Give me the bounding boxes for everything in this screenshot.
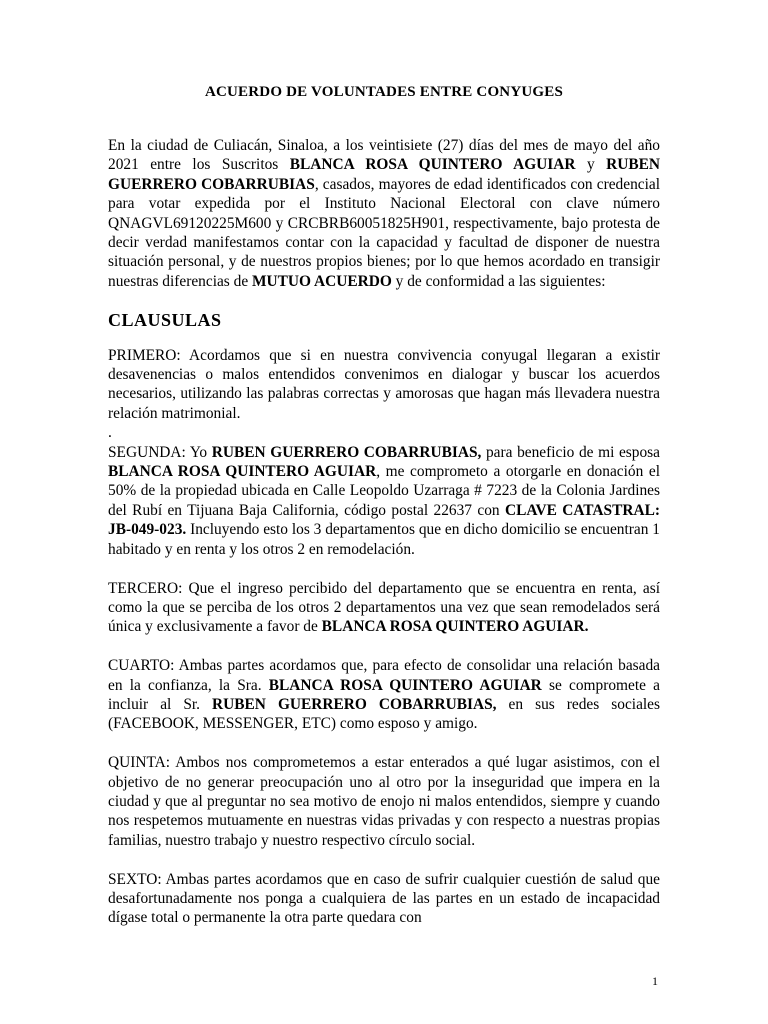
text-run: para beneficio de mi esposa: [481, 443, 660, 461]
clause-primero: [108, 346, 660, 424]
text-run: PRIMERO: Acordamos que si en nuestra convivencia conyugal llegaran a existir desavenencias o malos entendidos convenimos en dialogar y buscar los acuerdos necesarios, utilizando las palabras correctas y amorosas que hagan más llevadera nuestra relación matrimonial.: [108, 346, 660, 422]
document-title: ACUERDO DE VOLUNTADES ENTRE CONYUGES: [204, 84, 564, 100]
bold-text-run: BLANCA ROSA QUINTERO AGUIAR: [289, 156, 576, 174]
bold-text-run: MUTUO ACUERDO: [252, 272, 392, 290]
text-run: QUINTA: Ambos nos comprometemos a estar enterados a qué lugar asistimos, con el objetivo de no generar preocupación uno al otro por la inseguridad que impera en la ciudad y que al preguntar no sea motivo de enojo ni malos entendidos, siempre y cuando nos respetemos mutuamente en nuestras vidas privadas y con respecto a nuestras propias familias, nuestro trabajo y nuestro respectivo círculo social.: [108, 754, 660, 849]
text-run: Incluyendo esto los 3 departamentos que en dicho domicilio se encuentran 1 habitado y en renta y los otros 2 en remodelación.: [108, 521, 660, 558]
bold-text-run: BLANCA ROSA QUINTERO AGUIAR: [268, 676, 542, 694]
bold-text-run: RUBEN GUERRERO COBARRUBIAS,: [212, 695, 497, 713]
clause-tercero: [108, 579, 660, 637]
text-run: CUARTO: Ambas partes acordamos que, para efecto de consolidar una relación basada en la confianza, la Sra.: [108, 657, 660, 694]
clause-cuarto: [108, 656, 660, 734]
text-run: , me comprometo a otorgarle en donación el 50% de la propiedad ubicada en Calle Leopoldo Uzarraga # 7223 de la Colonia Jardines del Rubí en Tijuana Baja California, código postal 22637 con: [108, 463, 660, 519]
text-run: en sus redes sociales (FACEBOOK, MESSENGER, ETC) como esposo y amigo.: [108, 695, 660, 733]
text-run: En la ciudad de Culiacán, Sinaloa, a los veintisiete (27) días del mes de mayo del año 2021 entre los Suscritos: [108, 137, 660, 174]
bold-text-run: CLAVE CATASTRAL: JB-049-023.: [108, 501, 660, 539]
page-number: 1: [652, 974, 658, 988]
document-body: [108, 136, 660, 928]
text-run: SEGUNDA: Yo: [108, 443, 212, 461]
bold-text-run: BLANCA ROSA QUINTERO AGUIAR.: [321, 618, 589, 636]
text-run: y: [575, 156, 607, 174]
intro-paragraph: [108, 136, 660, 291]
text-run: y de conformidad a las siguientes:: [391, 272, 606, 290]
text-run: TERCERO: Que el ingreso percibido del departamento que se encuentra en renta, así como la que se perciba de los otros 2 departamentos una vez que sean remodelados será única y exclusivamente a favor de: [108, 579, 660, 636]
text-run: , casados, mayores de edad identificados con credencial para votar expedida por el Instituto Nacional Electoral con clave número QNAGVL69120225M600 y CRCBRB60051825H901, respectivamente, bajo protesta de decir verdad manifestamos contar con la capacidad y facultad de disponer de nuestra situación personal, y de nuestros propios bienes; por lo que hemos acordado en transigir nuestras diferencias de: [108, 175, 660, 290]
text-run: SEXTO: Ambas partes acordamos que en caso de sufrir cualquier cuestión de salud que desafortunadamente nos ponga a cualquiera de las partes en un estado de incapacidad dígase total o permanente la otra parte quedara con: [108, 870, 660, 927]
bold-text-run: RUBEN GUERRERO COBARRUBIAS,: [211, 443, 482, 461]
text-run: se compromete a incluir al Sr.: [108, 676, 660, 713]
clause-sexto: [108, 870, 660, 928]
clause-quinta: [108, 753, 660, 850]
bold-text-run: BLANCA ROSA QUINTERO AGUIAR: [108, 463, 377, 481]
clause-segunda: [108, 443, 660, 559]
stray-mark: .: [108, 424, 112, 442]
bold-text-run: RUBEN GUERRERO COBARRUBIAS: [108, 156, 660, 193]
clauses-heading: CLAUSULAS: [108, 310, 222, 331]
